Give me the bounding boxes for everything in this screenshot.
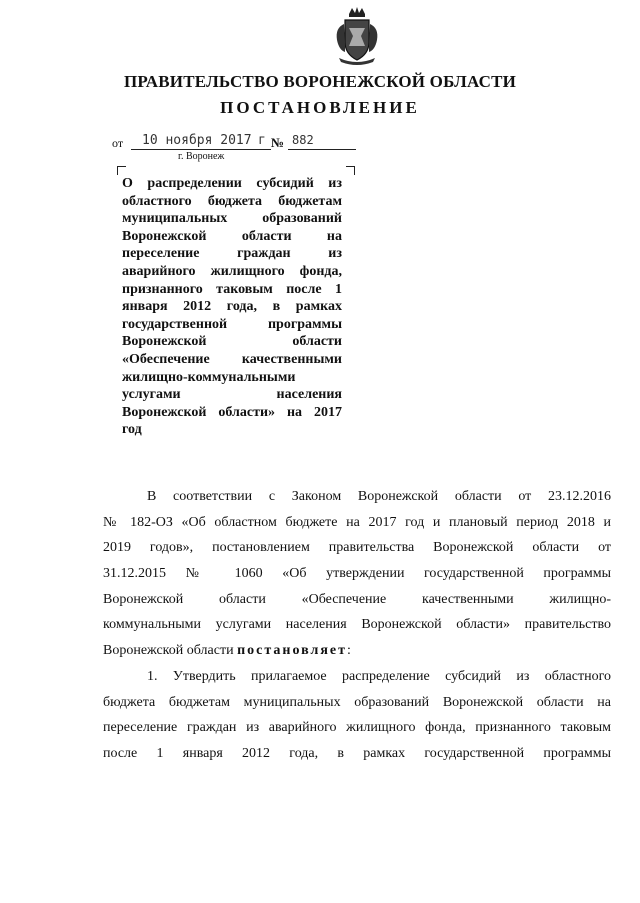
number-label: №: [271, 135, 285, 150]
document-subject: [122, 175, 342, 439]
date-number-row: [112, 133, 362, 153]
date-underline: [131, 149, 271, 150]
body-line: Воронежской области «Обеспечение качественными жилищно-: [103, 591, 611, 607]
subject-line: услугами населения: [122, 387, 342, 403]
document-number: 882: [292, 133, 314, 147]
body-line: бюджета бюджетам муниципальных образований Воронежской области на: [103, 694, 611, 710]
body-line: № 182-ОЗ «Об областном бюджете на 2017 год и плановый период 2018 и: [103, 514, 611, 530]
decree-colon: :: [347, 643, 351, 659]
subject-line: признанного таковым после 1: [122, 281, 342, 297]
year-suffix: г: [258, 133, 266, 148]
body-line: после 1 января 2012 года, в рамках государственной программы: [103, 745, 611, 761]
decree-word: постановляет: [237, 643, 348, 659]
subject-bracket-right: [346, 166, 355, 175]
subject-line: Воронежской области: [122, 334, 342, 350]
decree-line: [103, 638, 611, 664]
body-line: В соответствии с Законом Воронежской области от 23.12.2016: [147, 489, 611, 504]
body-line: 31.12.2015 № 1060 «Об утверждении государственной программы: [103, 566, 611, 582]
subject-line: Воронежской области» на 2017: [122, 404, 342, 420]
subject-line: О распределении субсидий из: [122, 176, 342, 191]
date-prefix: от: [112, 136, 124, 150]
document-body: [103, 484, 611, 767]
subject-line: Воронежской области на: [122, 228, 342, 244]
body-line: 1. Утвердить прилагаемое распределение субсидий из областного: [147, 668, 611, 684]
coat-of-arms-emblem: [331, 6, 383, 66]
subject-line: аварийного жилищного фонда,: [122, 263, 342, 279]
number-underline: [288, 149, 356, 150]
document-type-title: ПОСТАНОВЛЕНИЕ: [220, 98, 420, 117]
government-title: ПРАВИТЕЛЬСТВО ВОРОНЕЖСКОЙ ОБЛАСТИ: [123, 72, 517, 91]
body-line: 2019 годов», постановлением правительства Воронежской области от: [103, 540, 611, 556]
subject-line: жилищно-коммунальными: [122, 369, 296, 385]
body-line: переселение граждан из аварийного жилищного фонда, признанного таковым: [103, 720, 611, 736]
body-line: коммунальными услугами населения Воронежской области» правительство: [103, 617, 611, 633]
subject-line: переселение граждан из: [122, 246, 342, 262]
subject-line: государственной программы: [122, 316, 342, 332]
subject-line: год: [122, 422, 142, 438]
document-date: 10 ноября 2017: [142, 133, 252, 148]
subject-bracket-left: [117, 166, 126, 175]
city-label: г. Воронеж: [178, 151, 225, 162]
subject-line: муниципальных образований: [122, 211, 342, 227]
subject-line: января 2012 года, в рамках: [122, 299, 342, 315]
decree-line-prefix: Воронежской области: [103, 643, 234, 659]
subject-line: «Обеспечение качественными: [122, 351, 342, 367]
subject-line: областного бюджета бюджетам: [122, 193, 342, 209]
